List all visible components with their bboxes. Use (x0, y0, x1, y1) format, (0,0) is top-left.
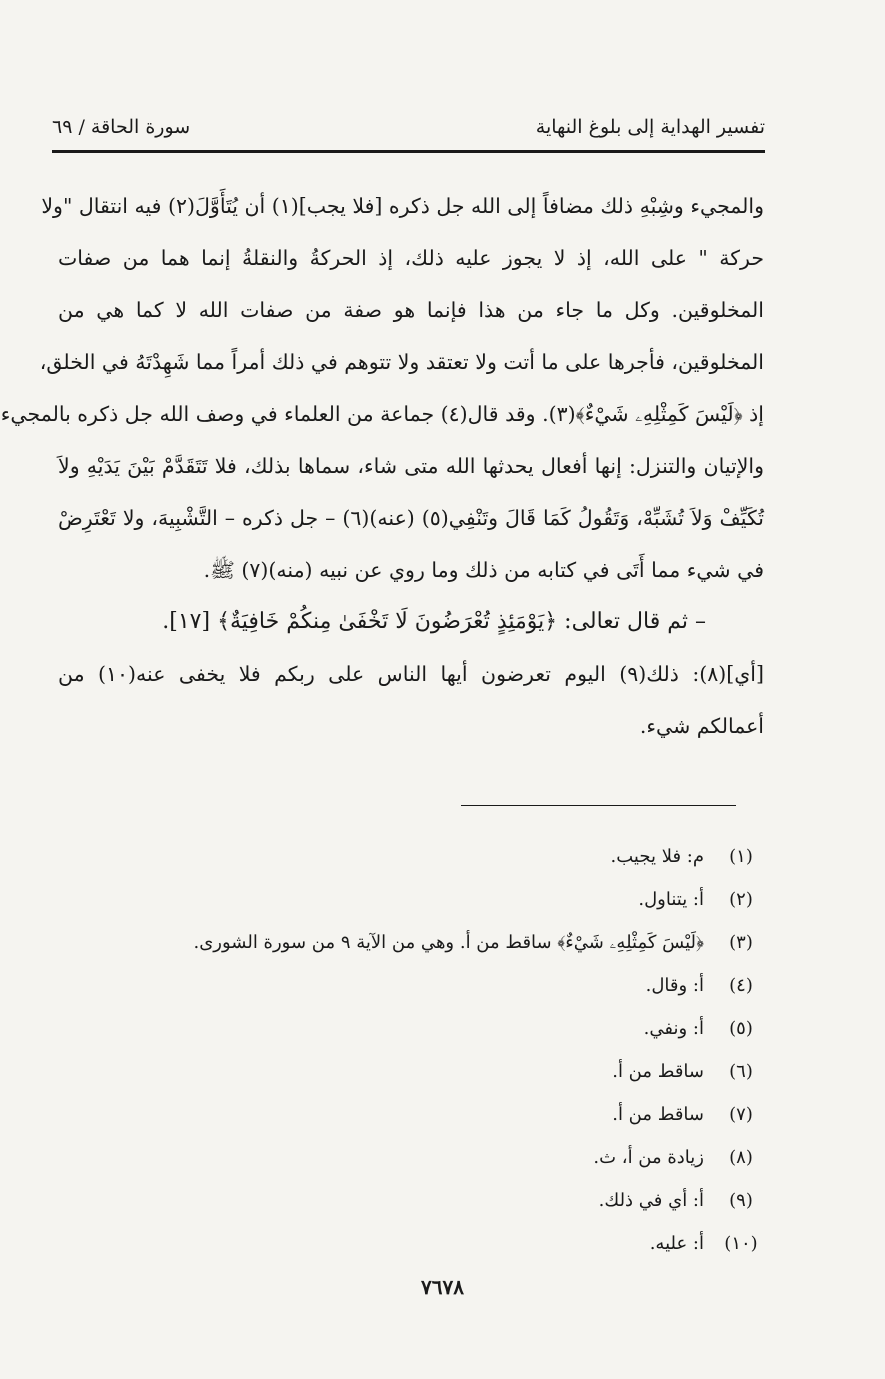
footnote (120, 964, 764, 1007)
footnote (120, 1007, 764, 1050)
footnote-number: (١) (729, 846, 753, 867)
footnote-number: (٧) (729, 1104, 753, 1125)
footnote (120, 1136, 764, 1179)
footnote-text: أ: عليه. (649, 1233, 704, 1254)
footnote-text: ساقط من أ. (612, 1061, 704, 1082)
footnote-number: (٩) (729, 1190, 753, 1211)
text-line: [أي](٨): ذلك(٩) اليوم تعرضون أيها الناس على ربكم فلا يخفى عنه(١٠) من (58, 662, 764, 686)
text-line: في شيء مما أَتَى في كتابه من ذلك وما روي عن نبيه (منه)(٧) ﷺ. (203, 558, 764, 582)
footnote-text: ﴿لَيْسَ كَمِثْلِهِۦ شَيْءٌ﴾ ساقط من أ. وهي من الآية ٩ من سورة الشورى. (193, 932, 704, 953)
footnote (120, 835, 764, 878)
footnote-text: ساقط من أ. (612, 1104, 704, 1125)
footnote-separator (461, 805, 736, 806)
footnote (120, 921, 764, 964)
footnote-number: (٣) (729, 932, 753, 953)
running-header (52, 112, 765, 148)
header-rule (52, 150, 765, 153)
text-line: إذ ﴿لَيْسَ كَمِثْلِهِۦ شَيْءٌ﴾(٣). وقد قال(٤) جماعة من العلماء في وصف الله جل ذكره بالمجيء (0, 402, 764, 426)
text-line: تُكَيِّفْ وَلاَ تُشَبِّهْ، وَتَقُولُ كَمَا قَالَ وتَنْفِي(٥) (عنه)(٦) – جل ذكره – التَّشْبِيهَ، ولا تَعْتَرِضْ (58, 506, 764, 530)
text-line: المخلوقين. وكل ما جاء من هذا فإنما هو صفة من صفات الله لا كما هي من (58, 298, 764, 322)
footnote (120, 1222, 764, 1265)
footnote (120, 1050, 764, 1093)
footnote-number: (٥) (729, 1018, 753, 1039)
footnote-text: م: فلا يجيب. (610, 846, 704, 867)
footnote-number: (٨) (729, 1147, 753, 1168)
main-text (0, 180, 764, 752)
text-line: أعمالكم شيء. (639, 714, 764, 738)
footnote-number: (٢) (729, 889, 753, 910)
footnote-text: أ: يتناول. (638, 889, 704, 910)
verse-line: – ثم قال تعالى: ﴿يَوْمَئِذٍ تُعْرَضُونَ لَا تَخْفَىٰ مِنكُمْ خَافِيَةٌ﴾ [١٧]. (162, 609, 706, 634)
footnote-number: (٦) (729, 1061, 753, 1082)
footnote-number: (١٠) (724, 1233, 758, 1254)
text-line: والإتيان والتنزل: إنها أفعال يحدثها الله متى شاء، سماها بذلك، فلا تَتَقَدَّمْ بَيْنَ يَدَيْهِ ولاَ (58, 454, 764, 478)
text-line: حركة " على الله، إذ لا يجوز عليه ذلك، إذ الحركةُ والنقلةُ إنما هما من صفات (58, 246, 764, 270)
text-line: والمجيء وشِبْهِ ذلك مضافاً إلى الله جل ذكره [فلا يجب](١) أن يُتَأَوَّلَ(٢) فيه انتقال "ولا (41, 194, 764, 218)
footnote-text: أ: أي في ذلك. (598, 1190, 704, 1211)
footnote (120, 1179, 764, 1222)
surah-page-label: سورة الحاقة / ٦٩ (52, 116, 191, 138)
footnote-text: أ: وقال. (645, 975, 704, 996)
footnote-text: أ: ونفي. (643, 1018, 704, 1039)
footnotes-list (120, 835, 764, 1265)
footnote-text: زيادة من أ، ث. (593, 1147, 704, 1168)
page-number: ٧٦٧٨ (421, 1275, 464, 1299)
footnote (120, 878, 764, 921)
text-line: المخلوقين، فأجرها على ما أتت ولا تعتقد ولا تتوهم في ذلك أمراً مما شَهِدْتَهُ في الخلق، (39, 350, 764, 374)
footnote-number: (٤) (729, 975, 753, 996)
book-title: تفسير الهداية إلى بلوغ النهاية (535, 116, 765, 138)
footnote (120, 1093, 764, 1136)
